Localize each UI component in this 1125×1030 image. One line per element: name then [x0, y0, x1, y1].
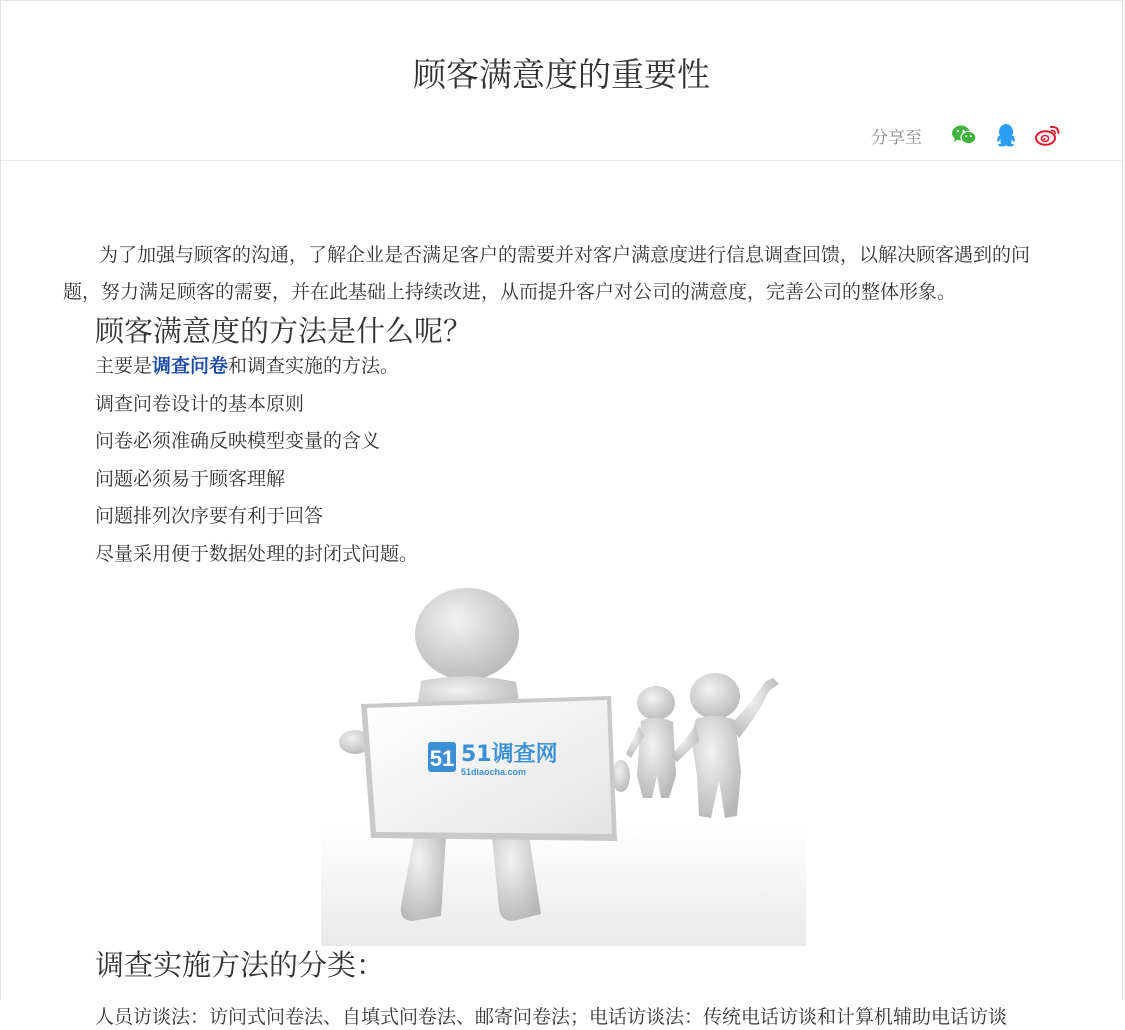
list-item: 尽量采用便于数据处理的封闭式问题。: [95, 543, 419, 565]
sign-board: [361, 696, 617, 841]
methods-intro: [95, 353, 399, 379]
intro-paragraph: 为了加强与顾客的沟通，了解企业是否满足客户的需要并对客户满意度进行信息调查回馈，以解决顾客遇到的问题，努力满足顾客的需要，并在此基础上持续改进，从而提升客户对公司的满意度，完善公司的整体形象。: [63, 244, 1031, 303]
waving-figure: [671, 673, 779, 818]
list-item: 问题排列次序要有利于回答: [95, 505, 324, 527]
svg-text:51: 51: [429, 746, 455, 771]
article-header: [1, 1, 1122, 161]
classification-text: 人员访谈法：访问式问卷法、自填式问卷法、邮寄问卷法；电话访谈法：传统电话访谈和计算机辅助电话访谈: [95, 1006, 1008, 1028]
logo-subtext: 51diaocha.com: [461, 767, 527, 777]
section-heading-classification: 调查实施方法的分类：: [95, 948, 386, 982]
list-item: 调查问卷设计的基本原则: [95, 393, 305, 415]
share-bar: [871, 119, 1062, 151]
qq-icon[interactable]: [992, 121, 1020, 149]
small-figure-back: [626, 686, 676, 798]
weibo-icon[interactable]: [1034, 121, 1062, 149]
section-heading-methods: 顾客满意度的方法是什么呢？: [95, 314, 473, 348]
methods-intro-prefix: 主要是: [95, 355, 153, 377]
logo-text: 51调查网: [461, 742, 558, 767]
methods-intro-suffix: 和调查实施的方法。: [228, 355, 400, 377]
article-illustration: [321, 586, 806, 946]
share-label: 分享至: [871, 127, 922, 148]
wechat-icon[interactable]: [950, 121, 978, 149]
article-title: 顾客满意度的重要性: [413, 55, 710, 94]
list-item: 问卷必须准确反映模型变量的含义: [95, 430, 381, 452]
survey-link[interactable]: 调查问卷: [152, 355, 229, 377]
list-item: 问题必须易于顾客理解: [95, 468, 286, 490]
